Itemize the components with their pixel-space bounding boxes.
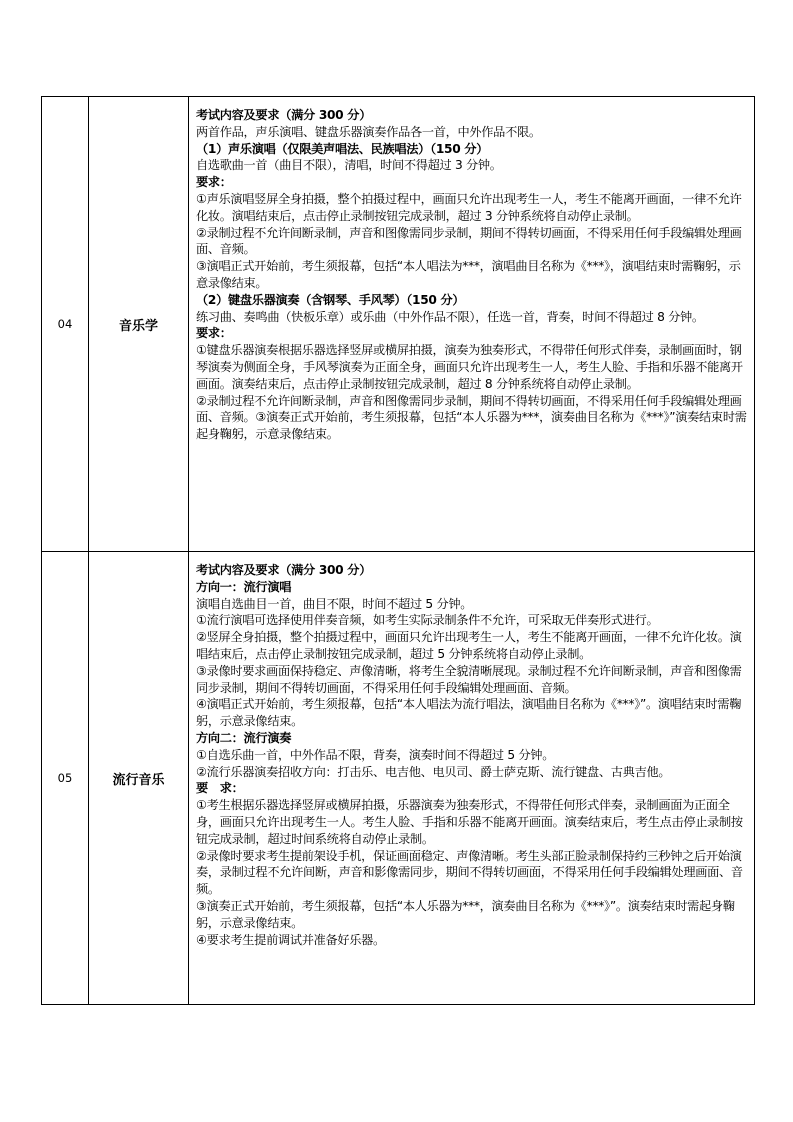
requirement-text: ①考生根据乐器选择竖屏或横屏拍摄，乐器演奏为独奏形式，不得带任何形式伴奏，录制画面为正面全身，画面只允许出现考生一人。考生人脸、手指和乐器不能离开画面。演奏结束后，考生点击停止录制按钮完成录制，超过时间系统将自动停止录制。 [196, 798, 743, 846]
row-number: 04 [42, 97, 89, 552]
requirement-text: ①自选乐曲一首，中外作品不限，背奏，演奏时间不得超过 5 分钟。 [196, 747, 555, 762]
requirement-text: ③录像时要求画面保持稳定、声像清晰，将考生全貌清晰展现。录制过程不允许间断录制，声音和图像需同步录制，期间不得转切画面，不得采用任何手段编辑处理画面、音频。 [196, 663, 742, 695]
requirement-text: ①声乐演唱竖屏全身拍摄，整个拍摄过程中，画面只允许出现考生一人，考生不能离开画面，一律不允许化妆。演唱结束后，点击停止录制按钮完成录制，超过 3 分钟系统将自动停止录制。 [196, 191, 742, 223]
requirements-cell [189, 97, 755, 552]
requirement-text: ④演唱正式开始前，考生须报幕，包括“本人唱法为流行唱法，演唱曲目名称为《***》”。演唱结束时需鞠躬，示意录像结束。 [196, 697, 742, 729]
section-heading: 方向二：流行演奏 [196, 730, 292, 745]
requirement-text: 自选歌曲一首（曲目不限），清唱，时间不得超过 3 分钟。 [196, 158, 502, 173]
requirement-text: ②录像时要求考生提前架设手机，保证画面稳定、声像清晰。考生头部正脸录制保持约三秒钟之后开始演奏，录制过程不允许间断，声音和影像需同步，期间不得转切画面，不得采用任何手段编辑处理画面、音频。 [196, 848, 743, 897]
section-heading: 要求： [196, 175, 232, 190]
section-heading: 要 求： [196, 781, 244, 796]
requirement-text: ④要求考生提前调试并准备好乐器。 [196, 932, 385, 947]
requirement-text: ②流行乐器演奏招收方向：打击乐、电吉他、电贝司、爵士萨克斯、流行键盘、古典吉他。 [196, 764, 671, 779]
requirement-text: ①流行演唱可选择使用伴奏音频，如考生实际录制条件不允许，可采取无伴奏形式进行。 [196, 613, 659, 628]
requirement-text: ③演奏正式开始前，考生须报幕，包括“本人乐器为***，演奏曲目名称为《***》”。演奏结束时需起身鞠躬，示意录像结束。 [196, 898, 735, 930]
requirement-text: 演唱自选曲目一首，曲目不限，时间不超过 5 分钟。 [196, 596, 473, 611]
requirement-text: 两首作品，声乐演唱、键盘乐器演奏作品各一首，中外作品不限。 [196, 124, 541, 139]
row-number: 05 [42, 552, 89, 1005]
section-heading: 方向一：流行演唱 [196, 579, 292, 594]
requirement-text: 练习曲、奏鸣曲（快板乐章）或乐曲（中外作品不限），任选一首，背奏，时间不得超过 8 分钟。 [196, 309, 704, 324]
requirement-text: ②录制过程不允许间断录制，声音和图像需同步录制，期间不得转切画面，不得采用任何手段编辑处理画面、音频。③演奏正式开始前，考生须报幕，包括“本人乐器为***，演奏曲目名称为《***》”演奏结束时需起身鞠躬，示意录像结束。 [196, 393, 747, 442]
requirement-text: ①键盘乐器演奏根据乐器选择竖屏或横屏拍摄，演奏为独奏形式，不得带任何形式伴奏，录制画面时，钢琴演奏为侧面全身，手风琴演奏为正面全身，画面只允许出现考生一人，考生人脸、手指和乐器不能离开画面。演奏结束后，点击停止录制按钮完成录制，超过 8 分钟系统将自动停止录制。 [196, 343, 743, 391]
section-heading: 要求： [196, 326, 232, 341]
section-heading: 考试内容及要求（满分 300 分） [196, 108, 372, 122]
section-heading: （1）声乐演唱（仅限美声唱法、民族唱法）（150 分） [196, 141, 489, 156]
requirements-cell [189, 552, 755, 1005]
requirement-text: ②录制过程不允许间断录制，声音和图像需同步录制，期间不得转切画面，不得采用任何手段编辑处理画面、音频。 [196, 225, 742, 257]
subject-name: 流行音乐 [89, 552, 189, 1005]
exam-requirements-table [41, 96, 755, 1005]
requirement-text: ③演唱正式开始前，考生须报幕，包括“本人唱法为***，演唱曲目名称为《***》，演唱结束时需鞠躬，示意录像结束。 [196, 259, 741, 290]
subject-name: 音乐学 [89, 97, 189, 552]
table-body [42, 97, 755, 1005]
requirement-text: ②竖屏全身拍摄，整个拍摄过程中，画面只允许出现考生一人，考生不能离开画面，一律不允许化妆。演唱结束后，点击停止录制按钮完成录制，超过 5 分钟系统将自动停止录制。 [196, 630, 742, 661]
table-row [42, 97, 755, 552]
section-heading: （2）键盘乐器演奏（含钢琴、手风琴）（150 分） [196, 292, 465, 307]
section-heading: 考试内容及要求（满分 300 分） [196, 563, 372, 577]
table-row [42, 552, 755, 1005]
